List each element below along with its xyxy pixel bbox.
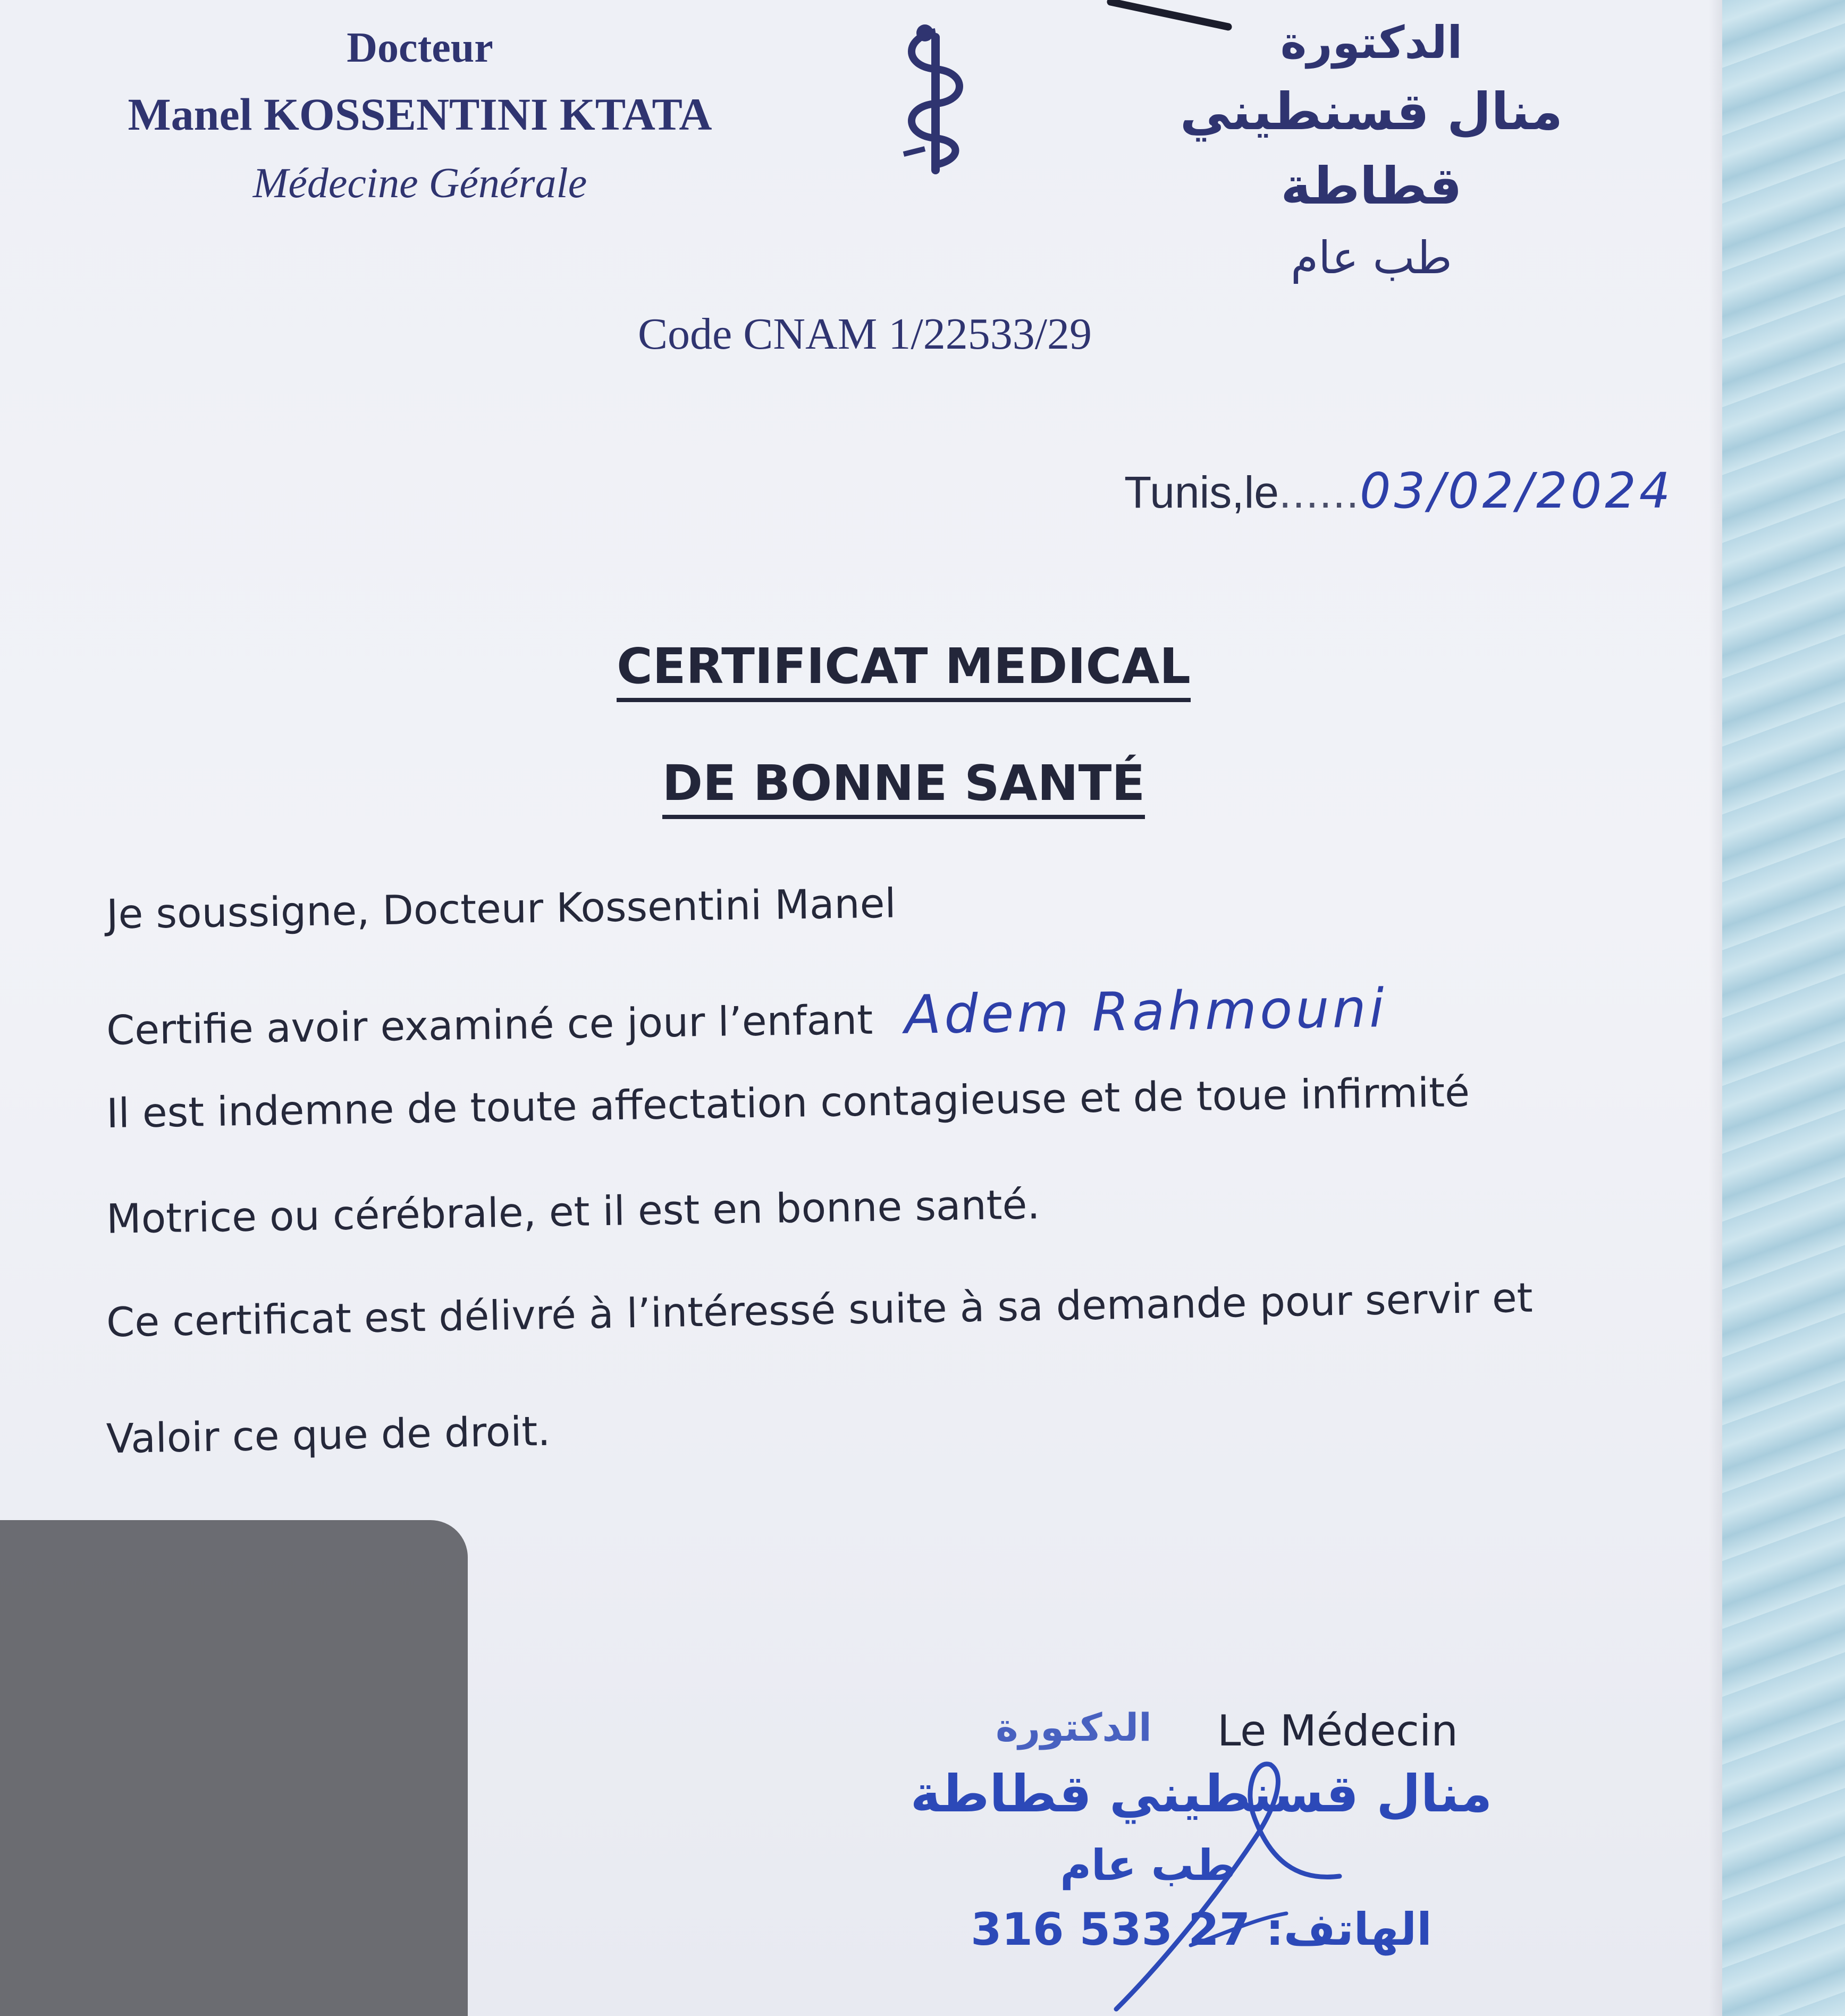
- stamp-title: الدكتورة: [996, 1705, 1152, 1750]
- body-line-6: Valoir ce que de droit.: [106, 1407, 551, 1463]
- body-line-2-text: Certifie avoir examiné ce jour l’enfant: [106, 996, 873, 1054]
- background-fabric: [1722, 0, 1845, 2016]
- certificate-title: [585, 638, 1223, 695]
- doctor-name-arabic: منال قسنطيني قطاطة: [1180, 82, 1563, 216]
- patient-name: Adem Rahmouni: [904, 977, 1388, 1046]
- doctor-specialty: Médecine Générale: [252, 160, 587, 207]
- caduceus-icon: [893, 16, 978, 175]
- title-line-2: DE BONNE SANTÉ: [662, 755, 1145, 819]
- body-line-2: [106, 977, 1387, 1057]
- letterhead-arabic: [1106, 11, 1637, 292]
- shadow-overlay: [0, 1520, 468, 2016]
- place-date: [1124, 462, 1673, 519]
- signature-label: Le Médecin: [1217, 1706, 1458, 1756]
- doctor-name: Manel KOSSENTINI KTATA: [128, 89, 712, 140]
- title-line-1: CERTIFICAT MEDICAL: [617, 638, 1191, 702]
- cnam-code: Code CNAM 1/22533/29: [638, 309, 1092, 359]
- letterhead-french: [74, 21, 765, 213]
- stamp-phone: الهاتف: 27 533 316: [971, 1903, 1432, 1955]
- certificate-subtitle: [585, 755, 1223, 812]
- doctor-title-arabic: الدكتورة: [1280, 16, 1463, 69]
- place-label: Tunis,le: [1124, 467, 1279, 517]
- stamp-name: منال قسنطيني قطاطة: [910, 1764, 1493, 1824]
- doctor-title: Docteur: [347, 24, 493, 71]
- body-line-5: Ce certificat est délivré à l’intéressé suite à sa demande pour servir et: [106, 1273, 1534, 1346]
- body-line-1: Je soussigne, Docteur Kossentini Manel: [106, 879, 897, 938]
- handwritten-date: 03/02/2024: [1360, 462, 1674, 519]
- date-dots: ......: [1279, 467, 1360, 517]
- stamp-specialty: طب عام: [1060, 1841, 1236, 1890]
- doctor-specialty-arabic: طب عام: [1291, 232, 1452, 284]
- body-line-3: Il est indemne de toute affectation contagieuse et de toue infirmité: [106, 1068, 1470, 1137]
- handwritten-signature: [1095, 1743, 1361, 2016]
- body-line-4: Motrice ou cérébrale, et il est en bonne santé.: [106, 1180, 1041, 1243]
